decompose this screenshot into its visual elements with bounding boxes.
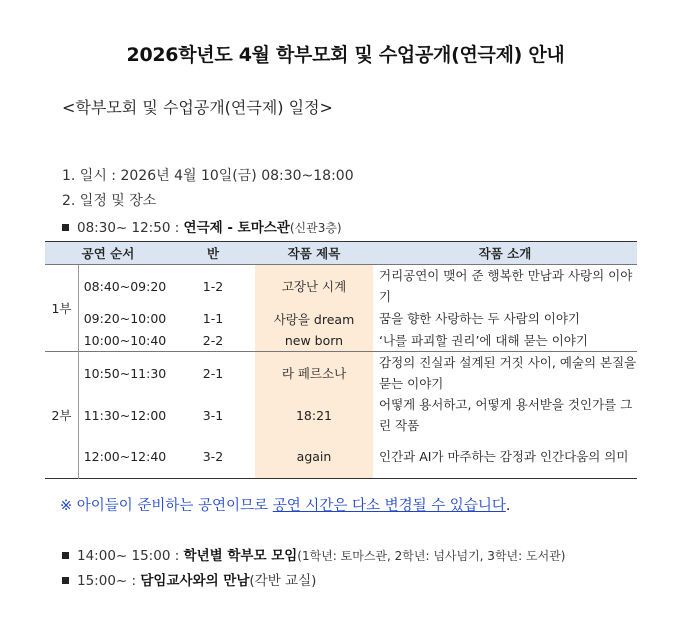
row-title: 고장난 시계 [255,265,373,308]
notice-prefix: ※ 아이들이 준비하는 공연이므로 [60,498,273,514]
table-row [45,436,637,478]
session-line [62,216,342,236]
header-class: 반 [171,242,255,265]
bullet-detail: (각반 교실) [249,573,317,589]
notice-underlined: 공연 시간은 다소 변경될 수 있습니다 [272,498,506,514]
row-desc: 인간과 AI가 마주하는 감정과 인간다움의 의미 [379,449,629,465]
bullet-teacher-meeting [62,569,316,589]
bullet-detail: (1학년: 토마스관, 2학년: 넘사넘기, 3학년: 도서관) [297,549,566,563]
row-class: 2-1 [171,352,255,395]
table-row [45,352,637,395]
part-label: 1부 [45,265,79,352]
schedule-subtitle: <학부모회 및 수업공개(연극제) 일정> [62,98,333,117]
date-line: 1. 일시 : 2026년 4월 10일(금) 08:30~18:00 [62,168,354,184]
row-desc: 어떻게 용서하고, 어떻게 용서받을 것인가를 그린 작품 [379,397,633,433]
row-desc: 감정의 진실과 설계된 거짓 사이, 예술의 본질을 묻는 이야기 [373,352,637,395]
row-time: 11:30~12:00 [83,407,167,423]
bullet-name: 학년별 학부모 모임 [183,548,298,564]
row-title: again [255,436,373,478]
place-heading: 2. 일정 및 장소 [62,193,157,209]
table-row [45,265,637,308]
session-location: (신관3층) [289,221,342,235]
session-time: 08:30~ 12:50 : [77,220,184,236]
row-class: 3-1 [202,407,224,423]
row-class: 1-1 [202,311,224,326]
bullet-name: 담임교사와의 만남 [140,573,250,589]
page-title: 2026학년도 4월 학부모회 및 수업공개(연극제) 안내 [126,44,565,66]
performance-table [45,241,637,479]
header-title: 작품 제목 [255,242,373,265]
table-row [45,394,637,436]
table-row [45,308,637,330]
part-label: 2부 [45,352,79,479]
row-time: 09:20~10:00 [83,311,167,326]
session-name: 연극제 - 토마스관 [183,220,290,236]
bullet-time: 14:00~ 15:00 : [77,548,184,564]
notice-line [60,494,510,515]
bullet-parent-meeting [62,544,565,564]
row-class: 3-2 [202,449,224,465]
header-desc: 작품 소개 [373,242,637,265]
row-title: new born [255,330,373,352]
row-class: 1-2 [202,278,224,294]
row-desc: 거리공연이 맺어 준 행복한 만남과 사랑의 이야기 [379,268,633,305]
row-time: 10:00~10:40 [83,332,167,348]
row-time: 10:50~11:30 [79,352,172,395]
notice-suffix: . [505,498,511,514]
bullet-icon [62,577,69,584]
row-title: 사랑을 dream [255,308,373,330]
bullet-icon [62,552,69,559]
header-order: 공연 순서 [45,242,171,265]
row-title: 18:21 [255,394,373,436]
row-class: 2-2 [202,332,224,348]
row-time: 12:00~12:40 [83,449,167,465]
row-desc: ‘나를 파괴할 권리’에 대해 묻는 이야기 [379,332,588,348]
row-desc: 꿈을 향한 사랑하는 두 사람의 이야기 [379,311,580,326]
row-time: 08:40~09:20 [83,278,167,294]
row-title: 라 페르소나 [255,352,373,395]
table-header-row [45,242,637,265]
bullet-icon [62,224,69,231]
table-row [45,330,637,352]
bullet-time: 15:00~ : [77,573,141,589]
